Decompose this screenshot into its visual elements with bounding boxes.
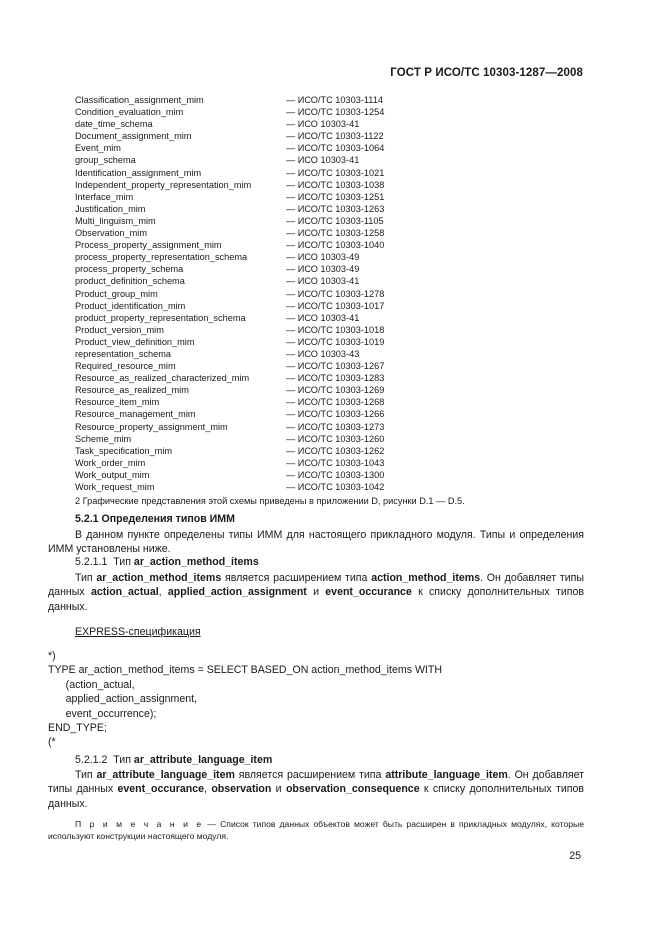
schema-standard-ref: — ИСО/ТС 10303-1038 [286,179,385,190]
code-line: END_TYPE; [48,721,107,734]
section-heading: 5.2.1 Определения типов ИММ [75,513,235,525]
paragraph-text: является расширением типа [234,769,386,781]
schema-name: representation_schema [75,348,172,359]
schema-name: Product_version_mim [75,324,164,335]
schema-name: Classification_assignment_mim [75,95,204,105]
subsection-2-paragraph [48,768,584,811]
schema-row [75,300,575,312]
schema-name: Justification_mim [75,203,146,214]
subsection-2-type-word: Тип [113,754,131,766]
subsection-1-paragraph [48,571,584,614]
schema-name: Condition_evaluation_mim [75,107,184,118]
schema-name: Resource_as_realized_characterized_mim [75,373,250,384]
schema-standard-ref: — ИСО 10303-41 [286,119,360,130]
schema-standard-ref: — ИСО/ТС 10303-1114 [286,95,383,105]
paragraph-text: , [158,586,168,599]
schema-standard-ref: — ИСО 10303-41 [286,276,360,287]
identifier-term: applied_action_assignment [167,586,307,599]
schema-standard-ref: — ИСО 10303-49 [286,264,360,275]
schema-standard-ref: — ИСО/ТС 10303-1042 [286,482,385,492]
schema-row [75,106,575,118]
identifier-term: event_occurance [325,586,412,599]
schema-row [75,203,575,215]
schema-name: Scheme_mim [75,433,132,444]
schema-name: Resource_property_assignment_mim [75,421,228,432]
section-intro: В данном пункте определены типы ИММ для настоящего прикладного модуля. Типы и определения ИММ установлены ниже. [48,529,584,556]
schema-standard-ref: — ИСО/ТС 10303-1267 [286,361,385,372]
code-line: TYPE ar_action_method_items = SELECT BASED_ON action_method_items WITH [48,664,443,677]
schema-standard-ref: — ИСО 10303-41 [286,312,360,323]
schema-name: product_definition_schema [75,276,185,287]
schema-name: Product_identification_mim [75,300,186,311]
schema-name: Work_request_mim [75,482,155,492]
schema-row [75,384,575,396]
paragraph-text: Тип [75,769,97,781]
schema-standard-ref: — ИСО/ТС 10303-1262 [286,445,385,456]
schema-name: Required_resource_mim [75,361,176,372]
schema-row [75,227,575,239]
schema-row [75,324,575,336]
schema-name: Resource_item_mim [75,397,160,408]
paragraph-text: . Он добавляет типы данных [48,769,585,796]
schema-row [75,118,575,130]
document-header: ГОСТ Р ИСО/ТС 10303-1287—2008 [390,67,583,79]
schema-row [75,396,575,408]
schema-name: Task_specification_mim [75,445,173,456]
schema-row [75,372,575,384]
schema-name: group_schema [75,155,136,166]
schema-name: Work_output_mim [75,469,150,480]
schema-row [75,239,575,251]
schema-row [75,142,575,154]
schema-standard-ref: — ИСО 10303-43 [286,348,360,359]
schema-standard-ref: — ИСО/ТС 10303-1273 [286,421,385,432]
paragraph-text: и [306,586,326,599]
schema-name: Work_order_mim [75,457,146,468]
paragraph-text: . Он добавляет типы данных [48,572,584,599]
note [48,818,584,843]
schema-standard-ref: — ИСО/ТС 10303-1021 [286,167,385,178]
schema-standard-ref: — ИСО/ТС 10303-1266 [286,409,385,420]
schema-name: process_property_schema [75,264,184,275]
subsection-1-title [75,556,259,568]
identifier-term: attribute_language_item [385,769,508,781]
schema-standard-ref: — ИСО 10303-41 [286,155,360,166]
page-number: 25 [569,850,581,862]
schema-standard-ref: — ИСО/ТС 10303-1105 [286,215,384,226]
schema-standard-ref: — ИСО/ТС 10303-1122 [286,131,384,142]
paragraph-text: Тип [75,572,97,584]
schema-name: process_property_representation_schema [75,252,248,263]
schema-row [75,215,575,227]
subsection-2-title [75,754,272,766]
schema-standard-ref: — ИСО/ТС 10303-1269 [286,385,385,396]
schema-row [75,336,575,348]
schema-standard-ref: — ИСО 10303-49 [286,252,360,263]
paragraph-text: , [204,783,212,796]
schema-standard-ref: — ИСО/ТС 10303-1017 [286,300,385,311]
schema-row [75,421,575,433]
schema-row [75,408,575,420]
paragraph-text: к списку дополнительных типов данных. [48,586,585,613]
schema-name: Product_view_definition_mim [75,336,195,347]
footnote: 2 Графические представления этой схемы приведены в приложении D, рисунки D.1 — D.5. [75,496,465,506]
express-spec-label: EXPRESS-спецификация [75,626,201,638]
schema-row [75,481,575,493]
schema-standard-ref: — ИСО/ТС 10303-1263 [286,203,385,214]
schema-standard-ref: — ИСО/ТС 10303-1043 [286,457,385,468]
paragraph-text: является расширением типа [221,572,372,584]
schema-row [75,433,575,445]
schema-standard-ref: — ИСО/ТС 10303-1040 [286,240,385,251]
schema-row [75,445,575,457]
subsection-2-number: 5.2.1.2 [75,754,108,766]
schema-row [75,312,575,324]
schema-row [75,179,575,191]
identifier-term: action_method_items [371,572,481,584]
schema-name: Observation_mim [75,228,147,239]
schema-row [75,251,575,263]
schema-name: Interface_mim [75,191,134,202]
identifier-term: observation [211,783,272,796]
schema-standard-ref: — ИСО/ТС 10303-1254 [286,107,385,118]
schema-name: Resource_as_realized_mim [75,385,189,396]
schema-row [75,154,575,166]
code-line: *) [48,650,56,662]
identifier-term: observation_consequence [285,783,420,796]
schema-standard-ref: — ИСО/ТС 10303-1300 [286,469,385,480]
schema-row [75,191,575,203]
schema-standard-ref: — ИСО/ТС 10303-1260 [286,433,385,444]
schema-standard-ref: — ИСО/ТС 10303-1258 [286,228,385,239]
note-text: — Список типов данных объектов может быть расширен в прикладных модулях, которые используют конструкции настоящего модуля. [48,819,584,842]
schema-name: Resource_management_mim [75,409,196,420]
subsection-1-number: 5.2.1.1 [75,556,108,568]
schema-standard-ref: — ИСО/ТС 10303-1251 [286,191,385,202]
schema-standard-ref: — ИСО/ТС 10303-1278 [286,288,385,299]
schema-row [75,457,575,469]
code-line: applied_action_assignment, [48,693,197,706]
schema-name: Identification_assignment_mim [75,167,202,178]
schema-row [75,469,575,481]
schema-name: Multi_linguism_mim [75,215,156,226]
note-label: П р и м е ч а н и е [75,819,204,829]
schema-row [75,263,575,275]
subsection-1-name: ar_action_method_items [133,556,259,568]
schema-name: Document_assignment_mim [75,131,192,142]
express-code-block [48,649,442,750]
schema-name: date_time_schema [75,119,153,130]
schema-row [75,130,575,142]
subsection-2-name: ar_attribute_language_item [133,754,273,766]
schema-standard-ref: — ИСО/ТС 10303-1268 [286,397,385,408]
identifier-term: event_occurance [117,783,205,796]
schema-row [75,348,575,360]
code-line: event_occurrence); [48,707,157,720]
schema-row [75,360,575,372]
identifier-term: action_actual [90,586,159,599]
paragraph-text: и [271,783,286,796]
schema-name: Process_property_assignment_mim [75,240,222,251]
schema-row [75,167,575,179]
code-line: (action_actual, [48,678,135,691]
schema-standard-ref: — ИСО/ТС 10303-1018 [286,324,385,335]
schema-name: Event_mim [75,143,121,154]
paragraph-text: к списку дополнительных типов данных. [48,783,585,810]
schema-standard-ref: — ИСО/ТС 10303-1019 [286,336,385,347]
subsection-1-type-word: Тип [113,556,131,568]
schema-name: Product_group_mim [75,288,158,299]
schema-name: product_property_representation_schema [75,312,246,323]
schema-standard-ref: — ИСО/ТС 10303-1283 [286,373,385,384]
identifier-term: ar_action_method_items [96,572,222,584]
schema-row [75,288,575,300]
schema-row [75,275,575,287]
schema-row [75,94,575,106]
schema-name: Independent_property_representation_mim [75,179,252,190]
code-line: (* [48,736,56,749]
schema-reference-list [75,94,575,493]
identifier-term: ar_attribute_language_item [96,769,235,781]
schema-standard-ref: — ИСО/ТС 10303-1064 [286,143,385,154]
